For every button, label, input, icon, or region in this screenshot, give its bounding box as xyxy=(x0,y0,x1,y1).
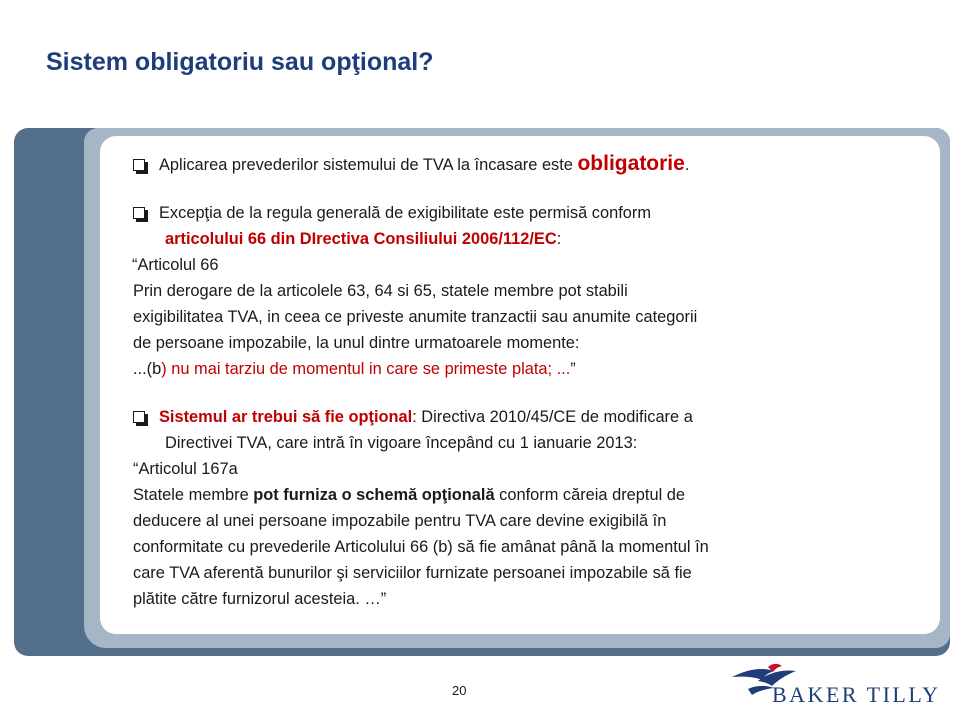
quote-1-line-2: Prin derogare de la articolele 63, 64 si 65, statele membre pot stabili xyxy=(133,282,628,300)
quote-1-line-5-start: ...(b xyxy=(133,360,162,378)
bullet-1-text: Aplicarea prevederilor sistemului de TVA la încasare este xyxy=(159,156,578,174)
obligatorie-emphasis: obligatorie xyxy=(577,152,685,175)
quote-2-line-5: care TVA aferentă bunurilor şi serviciilor furnizate persoanei impozabile să fie xyxy=(133,564,692,582)
quote-2-line-6: plătite către furnizorul acesteia. …” xyxy=(133,590,387,608)
quote-2-line-2-end: conform căreia dreptul de xyxy=(494,486,686,504)
quote-2-line-2-start: Statele membre xyxy=(133,486,254,504)
quote-1-line-4: de persoane impozabile, la unul dintre urmatoarele momente: xyxy=(133,334,580,352)
optional-system-heading: Sistemul ar trebui să fie opţional xyxy=(159,408,413,426)
directive-reference: articolului 66 din DIrectiva Consiliului 2006/112/EC xyxy=(165,230,557,248)
bullet-2-colon: : xyxy=(556,230,562,248)
slide-content xyxy=(133,150,933,612)
bullet-1-end: . xyxy=(684,156,690,174)
bullet-3-line-2: Directivei TVA, care intră în vigoare începând cu 1 ianuarie 2013: xyxy=(165,434,638,452)
bullet-2 xyxy=(133,200,933,226)
quote-2-line-4: conformitate cu prevederile Articolului 66 (b) să fie amânat până la momentul în xyxy=(133,538,709,556)
bullet-3 xyxy=(133,404,933,430)
quote-2-line-3: deducere al unei persoane impozabile pentru TVA care devine exigibilă în xyxy=(133,512,667,530)
bullet-2-line-2 xyxy=(133,226,933,252)
bullet-3-line-1: : Directiva 2010/45/CE de modificare a xyxy=(412,408,693,426)
baker-tilly-logo-text: BAKER TILLY xyxy=(772,682,941,707)
quote-2-line-1: “Articolul 167a xyxy=(133,460,238,478)
checkbox-bullet-icon xyxy=(133,159,145,171)
spacer xyxy=(133,382,933,404)
quote-1-line-5 xyxy=(133,356,933,382)
page-number: 20 xyxy=(452,683,467,698)
spacer xyxy=(133,178,933,200)
quote-2-line-2 xyxy=(133,482,933,508)
slide-title: Sistem obligatoriu sau opţional? xyxy=(46,48,434,76)
bullet-2-line-1: Excepţia de la regula generală de exigibilitate este permisă conform xyxy=(159,204,651,222)
quote-1-line-1: “Articolul 66 xyxy=(132,256,219,274)
quote-1-line-5-red: ) nu mai tarziu de momentul in care se primeste plata; ... xyxy=(161,360,571,378)
checkbox-bullet-icon xyxy=(133,207,145,219)
checkbox-bullet-icon xyxy=(133,411,145,423)
quote-1-line-5-end: ” xyxy=(570,360,576,378)
quote-1-line-3: exigibilitatea TVA, in ceea ce priveste anumite tranzactii sau anumite categorii xyxy=(133,308,698,326)
bullet-1 xyxy=(133,151,933,178)
optional-scheme-emphasis: pot furniza o schemă opţională xyxy=(253,486,495,504)
